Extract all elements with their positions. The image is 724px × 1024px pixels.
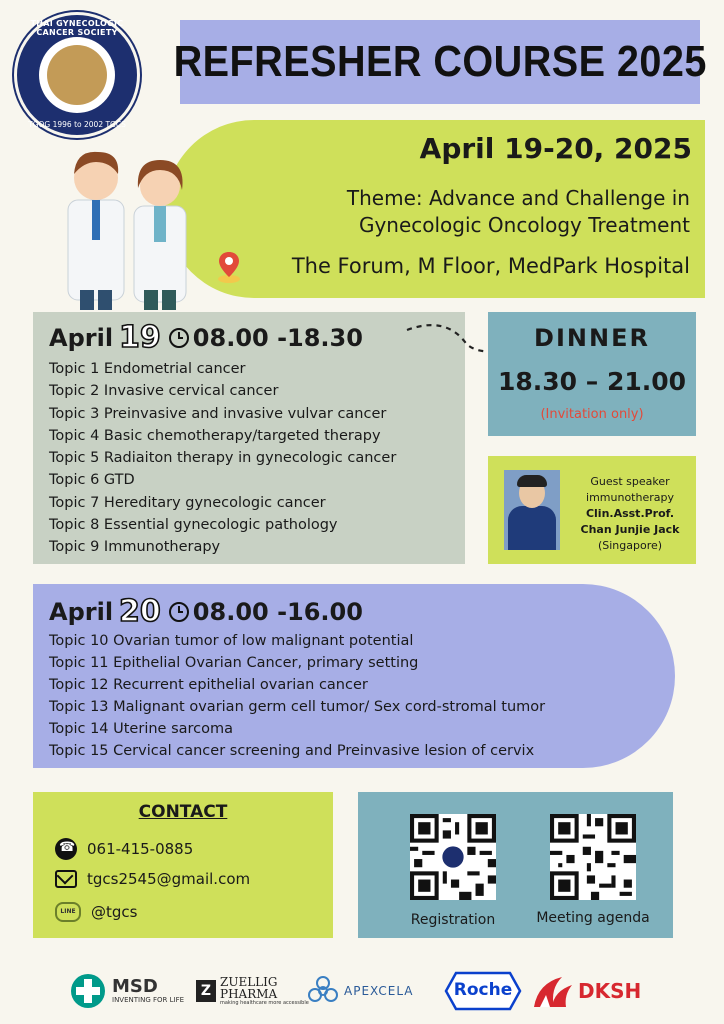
speaker-line-2: immunotherapy: [586, 491, 674, 504]
sponsor-roche: [444, 970, 522, 1012]
contact-email[interactable]: tgcs2545@gmail.com: [87, 870, 251, 888]
location-pin-icon: [216, 250, 242, 284]
speaker-line-1: Guest speaker: [590, 475, 670, 488]
topic-item: Topic 15 Cervical cancer screening and Preinvasive lesion of cervix: [49, 743, 535, 759]
line-app-icon: LINE: [55, 902, 81, 922]
topic-item: Topic 1 Endometrial cancer: [49, 361, 246, 377]
speaker-name: Chan Junjie Jack: [580, 523, 680, 536]
topic-item: Topic 9 Immunotherapy: [49, 539, 221, 556]
qr-label-registration: Registration: [410, 912, 496, 928]
society-logo: [14, 12, 140, 138]
speaker-title: Clin.Asst.Prof.: [585, 507, 675, 520]
dksh-name: DKSH: [578, 979, 642, 1003]
zuellig-name-2: PHARMA: [220, 987, 278, 1001]
contact-phone-row[interactable]: [55, 838, 193, 860]
roche-name: Roche: [453, 980, 513, 1000]
speaker-info: [568, 474, 692, 554]
dinner-card: [488, 312, 696, 436]
zuellig-logo-icon: Z: [196, 980, 216, 1002]
topic-item: Topic 12 Recurrent epithelial ovarian cancer: [49, 677, 368, 693]
topic-item: Topic 8 Essential gynecologic pathology: [49, 517, 338, 534]
msd-tagline: INVENTING FOR LIFE: [112, 996, 185, 1004]
sponsor-msd: [70, 970, 184, 1012]
contact-heading: CONTACT: [138, 802, 228, 822]
mail-icon: [55, 870, 77, 888]
dinner-title: DINNER: [534, 324, 650, 352]
day2-month: April: [49, 597, 114, 626]
day2-schedule: [33, 584, 675, 768]
theme-line-2: Gynecologic Oncology Treatment: [358, 213, 690, 237]
theme-line-1: Theme: Advance and Challenge in: [346, 186, 690, 210]
registration-qr-code[interactable]: [410, 814, 496, 900]
day1-schedule: [33, 312, 465, 564]
speaker-country: (Singapore): [597, 539, 663, 552]
topic-item: Topic 6 GTD: [49, 472, 135, 489]
dinner-note: (Invitation only): [540, 407, 644, 422]
topic-item: Topic 5 Radiaiton therapy in gynecologic cancer: [49, 450, 397, 467]
day2-header: [49, 594, 363, 629]
msd-logo-icon: [70, 973, 106, 1009]
day1-time: 08.00 -18.30: [192, 323, 363, 352]
clock-icon: [169, 328, 189, 348]
zuellig-tagline: making healthcare more accessible: [220, 1000, 309, 1006]
dinner-time: 18.30 – 21.00: [497, 367, 687, 396]
phone-icon: [55, 838, 77, 860]
event-venue: The Forum, M Floor, MedPark Hospital: [291, 254, 690, 278]
day2-date: 20: [119, 594, 161, 629]
sponsor-zuellig: [196, 970, 309, 1012]
topic-item: Topic 3 Preinvasive and invasive vulvar cancer: [49, 405, 387, 422]
day1-month: April: [49, 323, 114, 352]
logo-top-text: THAI GYNECOLOGIC CANCER SOCIETY: [30, 19, 124, 37]
day1-date: 19: [119, 320, 161, 355]
msd-name: MSD: [112, 976, 158, 997]
topic-item: Topic 14 Uterine sarcoma: [49, 721, 234, 737]
topic-item: Topic 4 Basic chemotherapy/targeted therapy: [49, 427, 381, 444]
topic-item: Topic 11 Epithelial Ovarian Cancer, primary setting: [49, 655, 419, 671]
doctors-illustration: [58, 140, 198, 312]
contact-card: [33, 792, 333, 938]
day1-topic-list: [49, 358, 459, 559]
dksh-logo-icon: [532, 973, 574, 1009]
event-dates: April 19-20, 2025: [419, 132, 692, 165]
apexcela-logo-icon: [306, 974, 340, 1008]
qr-codes-card: [358, 792, 673, 938]
qr-label-agenda: Meeting agenda: [536, 910, 650, 926]
apexcela-name: APEXCELA: [344, 984, 414, 998]
clock-icon: [169, 602, 189, 622]
contact-phone[interactable]: 061-415-0885: [87, 840, 194, 858]
zuellig-name-1: ZUELLIG: [220, 975, 278, 989]
title-banner: [173, 20, 707, 104]
day2-topic-list: [49, 630, 649, 762]
topic-item: Topic 10 Ovarian tumor of low malignant potential: [49, 633, 414, 649]
topic-item: Topic 7 Hereditary gynecologic cancer: [49, 494, 326, 511]
sponsor-dksh: [532, 970, 641, 1012]
event-theme: [250, 185, 690, 239]
guest-speaker-card: [488, 456, 696, 564]
speaker-photo: [504, 470, 560, 550]
contact-line-row[interactable]: [55, 902, 137, 922]
agenda-qr-code[interactable]: [550, 814, 636, 900]
contact-line[interactable]: @tgcs: [91, 903, 138, 921]
logo-bottom-text: TGOG 1996 to 2002 TGCS: [28, 120, 126, 129]
topic-item: Topic 2 Invasive cervical cancer: [49, 383, 279, 400]
logo-seal-emblem: [47, 45, 107, 105]
sponsor-apexcela: [306, 970, 414, 1012]
day2-time: 08.00 -16.00: [192, 597, 363, 626]
contact-email-row[interactable]: [55, 870, 250, 888]
day1-header: [49, 320, 363, 355]
topic-item: Topic 13 Malignant ovarian germ cell tumor/ Sex cord-stromal tumor: [49, 699, 546, 715]
page-title: REFRESHER COURSE 2025: [173, 37, 707, 86]
